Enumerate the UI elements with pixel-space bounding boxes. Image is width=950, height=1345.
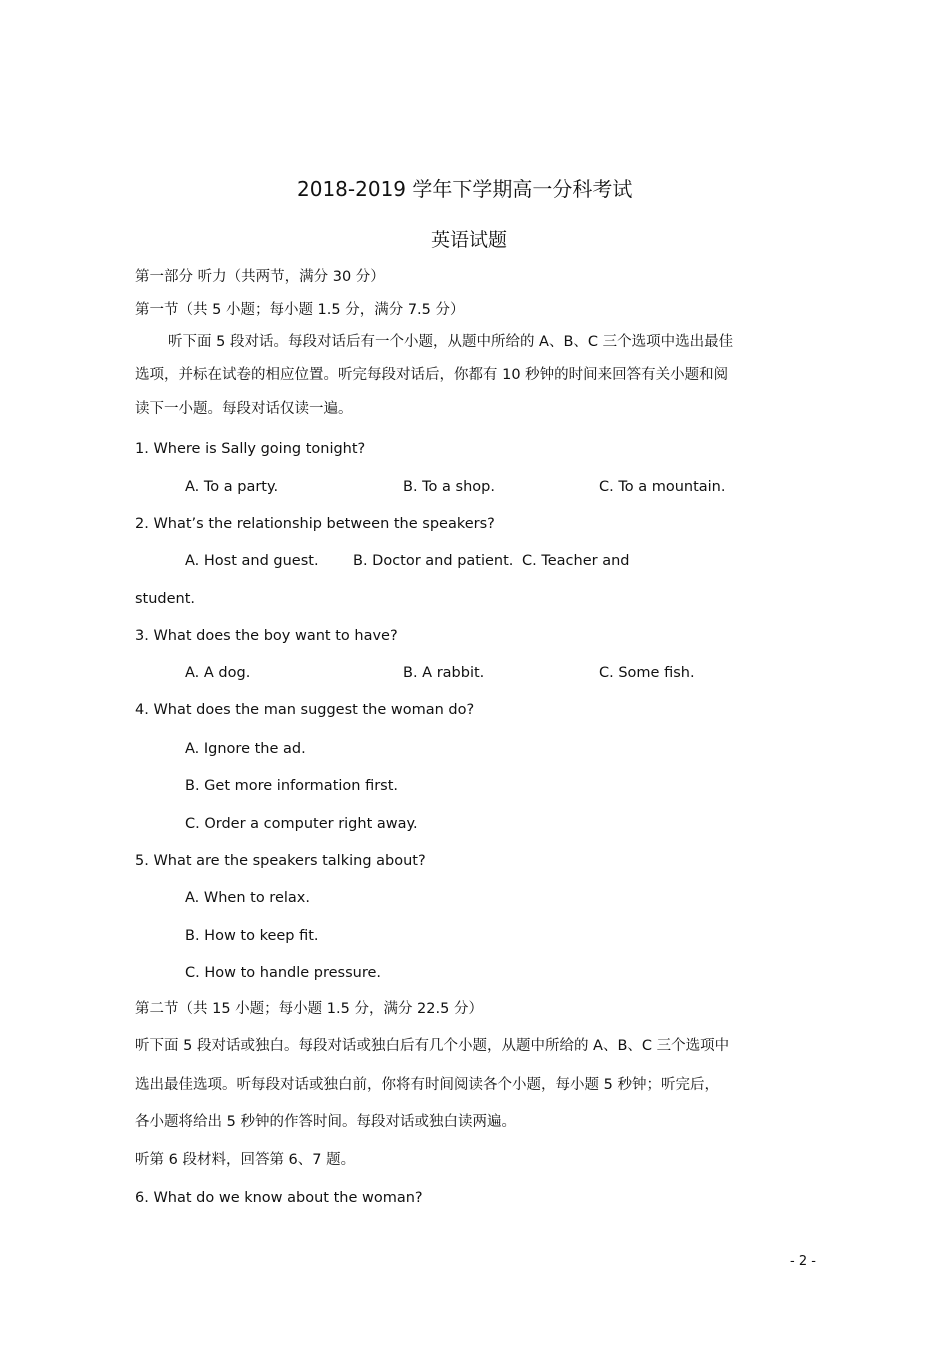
question-1-option-c: C. To a mountain. bbox=[599, 479, 726, 495]
page-subtitle: 英语试题 bbox=[431, 229, 508, 251]
question-4-option-b: B. Get more information first. bbox=[185, 778, 399, 794]
section1-instructions-line2: 选项，并标在试卷的相应位置。听完每段对话后，你都有 10 秒钟的时间来回答有关小题和阅 bbox=[135, 367, 729, 383]
question-1-option-b: B. To a shop. bbox=[403, 479, 495, 495]
section2-heading: 第二节（共 15 小题；每小题 1.5 分，满分 22.5 分） bbox=[135, 1001, 483, 1017]
section1-instructions-line1: 听下面 5 段对话。每段对话后有一个小题，从题中所给的 A、B、C 三个选项中选出最佳 bbox=[168, 334, 734, 350]
question-2-option-c: C. Teacher and bbox=[522, 553, 630, 569]
question-4-option-a: A. Ignore the ad. bbox=[185, 741, 306, 757]
material-6-note: 听第 6 段材料，回答第 6、7 题。 bbox=[135, 1152, 356, 1168]
part1-heading: 第一部分 听力（共两节，满分 30 分） bbox=[135, 269, 385, 285]
question-5-option-a: A. When to relax. bbox=[185, 890, 310, 906]
question-1-option-a: A. To a party. bbox=[185, 479, 279, 495]
question-2-option-c-wrap: student. bbox=[135, 591, 196, 607]
question-4-stem: 4. What does the man suggest the woman do? bbox=[135, 702, 475, 718]
section1-instructions-line3: 读下一小题。每段对话仅读一遍。 bbox=[135, 401, 353, 417]
page-title: 2018-2019 学年下学期高一分科考试 bbox=[297, 177, 633, 201]
question-3-option-c: C. Some fish. bbox=[599, 665, 695, 681]
section2-instructions-line3: 各小题将给出 5 秒钟的作答时间。每段对话或独白读两遍。 bbox=[135, 1114, 516, 1130]
question-3-option-a: A. A dog. bbox=[185, 665, 251, 681]
question-5-stem: 5. What are the speakers talking about? bbox=[135, 853, 426, 869]
section2-instructions-line1: 听下面 5 段对话或独白。每段对话或独白后有几个小题，从题中所给的 A、B、C 三个选项中 bbox=[135, 1038, 730, 1054]
question-3-stem: 3. What does the boy want to have? bbox=[135, 628, 398, 644]
question-5-option-c: C. How to handle pressure. bbox=[185, 965, 382, 981]
section2-instructions-line2: 选出最佳选项。听每段对话或独白前，你将有时间阅读各个小题，每小题 5 秒钟；听完后， bbox=[135, 1077, 719, 1093]
question-2-stem: 2. What’s the relationship between the speakers? bbox=[135, 516, 495, 532]
question-3-option-b: B. A rabbit. bbox=[403, 665, 485, 681]
question-2-option-b: B. Doctor and patient. bbox=[353, 553, 514, 569]
section1-heading: 第一节（共 5 小题；每小题 1.5 分，满分 7.5 分） bbox=[135, 302, 465, 318]
question-6-stem: 6. What do we know about the woman? bbox=[135, 1190, 423, 1206]
page-number: - 2 - bbox=[790, 1254, 816, 1269]
question-4-option-c: C. Order a computer right away. bbox=[185, 816, 418, 832]
question-2-option-a: A. Host and guest. bbox=[185, 553, 319, 569]
question-5-option-b: B. How to keep fit. bbox=[185, 928, 319, 944]
question-1-stem: 1. Where is Sally going tonight? bbox=[135, 441, 366, 457]
